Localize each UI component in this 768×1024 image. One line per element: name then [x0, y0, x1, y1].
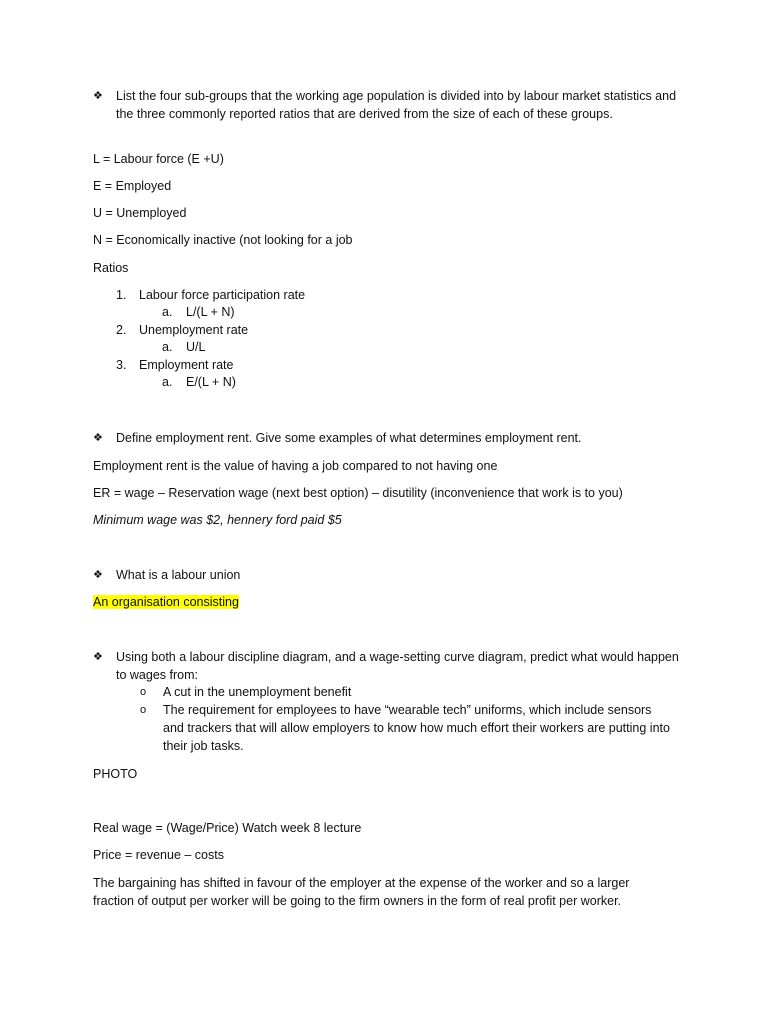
labour-union-answer	[93, 593, 683, 611]
definition-employed: E = Employed	[93, 179, 172, 193]
question-2	[93, 429, 683, 447]
circle-bullet-icon: o	[140, 704, 147, 716]
ratio-label: Unemployment rate	[139, 323, 249, 337]
ratio-formula-3: a. E/(L + N)	[162, 375, 236, 389]
ratio-formula: U/L	[186, 340, 206, 354]
question-1	[93, 87, 683, 123]
ratio-formula-2: a. U/L	[162, 340, 206, 354]
minimum-wage-note: Minimum wage was $2, hennery ford paid $5	[93, 513, 342, 527]
circle-bullet-icon: o	[140, 686, 147, 698]
ratio-formula: L/(L + N)	[186, 305, 235, 319]
highlighted-answer: An organisation consisting	[93, 595, 239, 609]
ratio-item-2: 2. Unemployment rate	[116, 323, 249, 337]
question-2-text: Define employment rent. Give some examples of what determines employment rent.	[116, 431, 582, 445]
bargaining-note: The bargaining has shifted in favour of the employer at the expense of the worker and so a larger fraction of output per worker will be going to the firm owners in the form of real profit per worker.	[93, 876, 630, 908]
diamond-bullet-icon: ❖	[93, 90, 103, 102]
ratio-item-1: 1. Labour force participation rate	[116, 288, 306, 302]
definition-inactive: N = Economically inactive (not looking for a job	[93, 233, 353, 247]
question-4	[93, 648, 683, 684]
question-4-text: Using both a labour discipline diagram, and a wage-setting curve diagram, predict what would happen to wages from:	[116, 650, 679, 682]
question-4-subitem-2: o The requirement for employees to have “wearable tech” uniforms, which include sensors and trackers that will allow employers to know how much effort their workers are putting into their job tasks.	[140, 703, 670, 753]
real-wage-note: Real wage = (Wage/Price) Watch week 8 lecture	[93, 821, 362, 835]
photo-label: PHOTO	[93, 767, 138, 781]
ratio-formula-1: a. L/(L + N)	[162, 305, 235, 319]
diamond-bullet-icon: ❖	[93, 651, 103, 663]
ratio-label: Labour force participation rate	[139, 288, 306, 302]
diamond-bullet-icon: ❖	[93, 432, 103, 444]
ratio-item-3: 3. Employment rate	[116, 358, 234, 372]
diamond-bullet-icon: ❖	[93, 569, 103, 581]
ratios-heading: Ratios	[93, 261, 129, 275]
question-3	[93, 566, 683, 584]
definition-labour-force: L = Labour force (E +U)	[93, 152, 224, 166]
question-1-text: List the four sub-groups that the working age population is divided into by labour market statistics and the three commonly reported ratios that are derived from the size of each of these groups.	[116, 89, 677, 121]
employment-rent-formula: ER = wage – Reservation wage (next best option) – disutility (inconvenience that work is to you)	[93, 486, 623, 500]
question-3-text: What is a labour union	[116, 568, 241, 582]
definition-unemployed: U = Unemployed	[93, 206, 187, 220]
price-note: Price = revenue – costs	[93, 848, 224, 862]
question-4-subitem-1: o A cut in the unemployment benefit	[140, 685, 352, 699]
ratio-formula: E/(L + N)	[186, 375, 236, 389]
ratio-label: Employment rate	[139, 358, 234, 372]
employment-rent-definition: Employment rent is the value of having a job compared to not having one	[93, 459, 498, 473]
